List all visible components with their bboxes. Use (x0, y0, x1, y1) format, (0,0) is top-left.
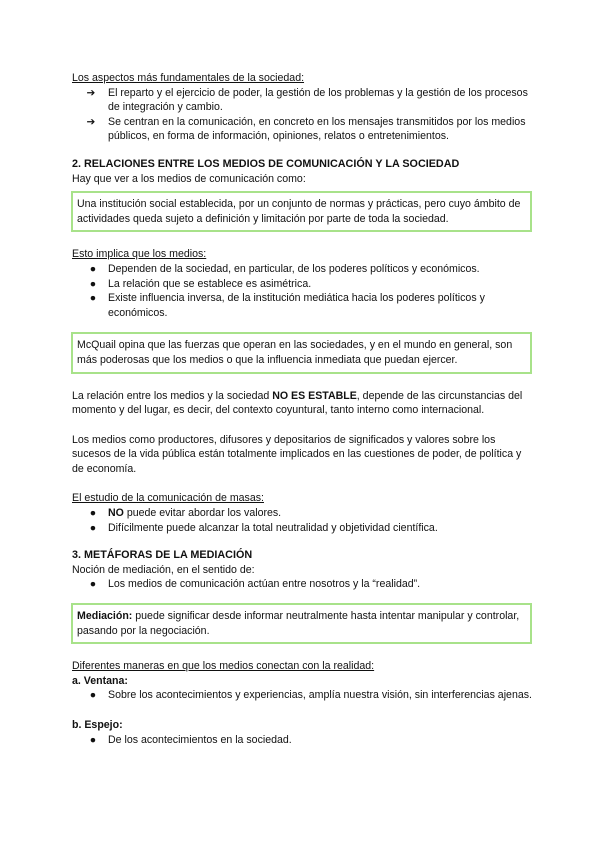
bullet-icon: ● (89, 507, 97, 520)
arrow-icon: ➔ (86, 86, 96, 99)
section-3-intro: Noción de mediación, en el sentido de: (72, 563, 255, 576)
list-item: ● Sobre los acontecimientos y experiencias, amplía nuestra visión, sin interferencias ajenas. (72, 688, 532, 703)
bullet-icon: ● (89, 733, 97, 746)
ventana-list (72, 688, 532, 703)
highlight-box-mcquail: McQuail opina que las fuerzas que operan en las sociedades, y en el mundo en general, son más poderosas que los medios o que la influencia inmediata que puedan ejercer. (71, 332, 532, 373)
document-content (72, 71, 532, 747)
list-item: ● Dependen de la sociedad, en particular, de los poderes políticos y económicos. (72, 262, 532, 277)
bullet-icon: ● (89, 292, 97, 305)
estudio-title: El estudio de la comunicación de masas: (72, 492, 264, 505)
espejo-list (72, 733, 532, 748)
list-item: ➔ Se centran en la comunicación, en concreto en los mensajes transmitidos por los medios públicos, en forma de información, opiniones, relatos o entretenimientos. (72, 115, 532, 144)
list-item: ➔ El reparto y el ejercicio de poder, la gestión de los problemas y la gestión de los procesos de integración y cambio. (72, 86, 532, 115)
list-item: ● De los acontecimientos en la sociedad. (72, 733, 532, 748)
bullet-icon: ● (89, 262, 97, 275)
maneras-title: Diferentes maneras en que los medios conectan con la realidad: (72, 660, 375, 673)
implica-list (72, 262, 532, 320)
list-item: ● Los medios de comunicación actúan entre nosotros y la “realidad”. (72, 577, 532, 592)
mediacion-list (72, 577, 532, 592)
bullet-icon: ● (89, 578, 97, 591)
aspectos-list (72, 86, 532, 144)
list-item: ● NO puede evitar abordar los valores. (72, 506, 532, 521)
espejo-heading: b. Espejo: (72, 719, 123, 731)
paragraph-relacion: La relación entre los medios y la sociedad NO ES ESTABLE, depende de las circunstancias del momento y del lugar, es decir, del contexto coyuntural, tanto interno como internacional. (72, 389, 523, 417)
list-item: ● La relación que se establece es asimétrica. (72, 277, 532, 292)
section-3-heading: 3. METÁFORAS DE LA MEDIACIÓN (72, 549, 253, 562)
bullet-icon: ● (89, 521, 97, 534)
bullet-icon: ● (89, 277, 97, 290)
bullet-icon: ● (89, 689, 97, 702)
estudio-list (72, 506, 532, 535)
aspectos-title: Los aspectos más fundamentales de la sociedad: (72, 72, 305, 84)
arrow-icon: ➔ (86, 115, 96, 128)
list-item: ● Difícilmente puede alcanzar la total neutralidad y objetividad científica. (72, 521, 532, 536)
highlight-box-mediacion: Mediación: puede significar desde informar neutralmente hasta intentar manipular y controlar, pasando por la negociación. (71, 603, 532, 644)
section-2-heading: 2. RELACIONES ENTRE LOS MEDIOS DE COMUNICACIÓN Y LA SOCIEDAD (72, 157, 460, 170)
highlight-box-institucion: Una institución social establecida, por un conjunto de normas y prácticas, pero cuyo ámbito de actividades queda sujeto a definición y limitación por parte de toda la sociedad. (71, 191, 532, 232)
section-2-intro: Hay que ver a los medios de comunicación como: (72, 172, 306, 185)
paragraph-productores: Los medios como productores, difusores y depositarios de significados y valores sobre los sucesos de la vida pública están totalmente implicados en las cuestiones de poder, de política y de economía. (72, 433, 522, 475)
implica-title: Esto implica que los medios: (72, 248, 207, 261)
ventana-heading: a. Ventana: (72, 674, 128, 687)
list-item: ● Existe influencia inversa, de la institución mediática hacia los poderes políticos y económicos. (72, 291, 532, 320)
